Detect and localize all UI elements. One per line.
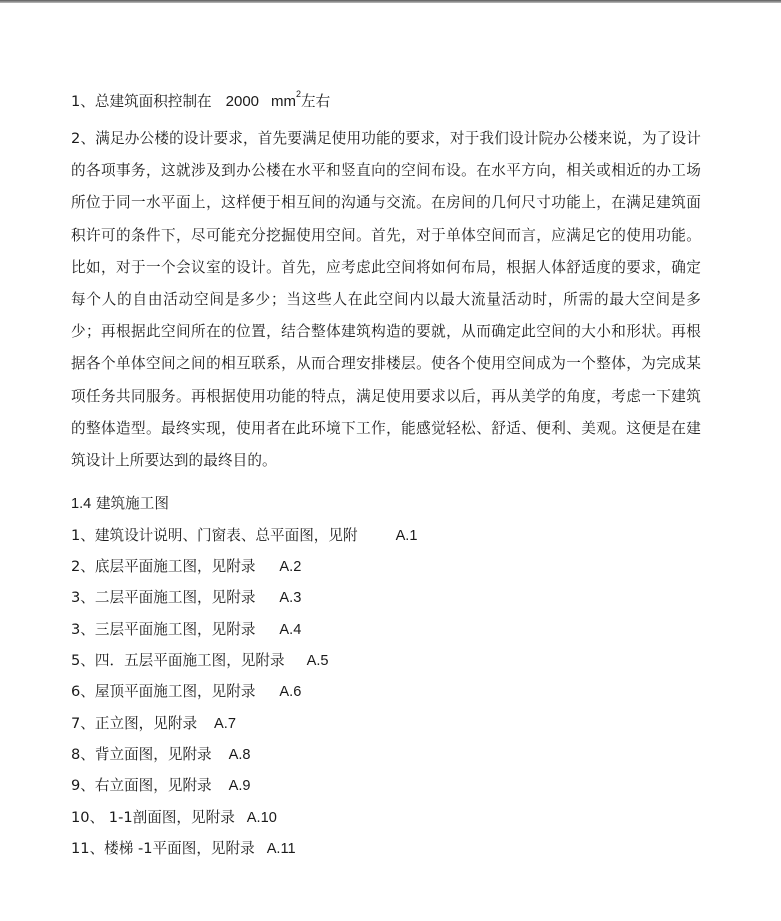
appendix-ref: A.6 xyxy=(279,684,302,701)
design-requirements-paragraph: 2、满足办公楼的设计要求，首先要满足使用功能的要求，对于我们设计院办公楼来说，为了设计的各项事务，这就涉及到办公楼在水平和竖直向的空间布设。在水平方向，相关或相近的办工场所位于同一水平面上，这样便于相互间的沟通与交流。在房间的几何尺寸功能上，在满足建筑面积许可的条件下，尽可能充分挖掘使用空间。首先，对于单体空间而言，应满足它的使用功能。比如，对于一个会议室的设计。首先，应考虑此空间将如何布局，根据人体舒适度的要求，确定每个人的自由活动空间是多少；当这些人在此空间内以最大流量活动时，所需的最大空间是多少；再根据此空间所在的位置，结合整体建筑构造的要就，从而确定此空间的大小和形状。再根据各个单体空间之间的相互联系，从而合理安排楼层。使各个使用空间成为一个整体，为完成某项任务共同服务。再根据使用功能的特点，满足使用要求以后，再从美学的角度，考虑一下建筑的整体造型。最终实现，使用者在此环境下工作，能感觉轻松、舒适、便利、美观。这便是在建筑设计上所要达到的最终目的。 xyxy=(71,130,701,470)
drawing-list xyxy=(71,520,701,864)
list-item xyxy=(71,739,701,770)
list-item xyxy=(71,551,701,582)
list-item xyxy=(71,520,701,551)
list-item xyxy=(71,802,701,833)
section-heading xyxy=(71,492,701,516)
area-requirement-line xyxy=(71,82,701,112)
section-number: 1.4 xyxy=(71,495,92,512)
list-item-text: 3、三层平面施工图，见附录 xyxy=(71,620,256,638)
list-item-text: 3、二层平面施工图，见附录 xyxy=(71,589,256,607)
list-item-text: 7、正立图，见附录 xyxy=(71,714,198,732)
area-suffix: 左右 xyxy=(301,93,331,110)
list-item xyxy=(71,582,701,613)
list-item xyxy=(71,676,701,707)
list-item-text: 5、四．五层平面施工图，见附录 xyxy=(71,652,285,670)
area-unit-base: mm xyxy=(271,93,297,110)
appendix-ref: A.4 xyxy=(279,621,302,638)
appendix-ref: A.5 xyxy=(306,653,329,670)
appendix-ref: A.10 xyxy=(246,809,277,826)
appendix-ref: A.1 xyxy=(395,527,418,544)
list-item-text: 9、右立面图，见附录 xyxy=(71,777,212,795)
document-page xyxy=(71,82,701,864)
area-unit xyxy=(271,89,302,110)
list-item-text: 10、 1-1剖面图，见附录 xyxy=(71,808,235,826)
list-item-text: 2、底层平面施工图，见附录 xyxy=(71,558,256,576)
list-item xyxy=(71,770,701,801)
list-item-text: 11、楼梯 -1平面图，见附录 xyxy=(71,839,255,857)
appendix-ref: A.8 xyxy=(228,746,251,763)
list-item-text: 8、背立面图，见附录 xyxy=(71,745,212,763)
section-title: 建筑施工图 xyxy=(95,494,169,512)
list-item xyxy=(71,614,701,645)
appendix-ref: A.11 xyxy=(266,840,296,857)
area-value: 2000 xyxy=(225,93,260,110)
appendix-ref: A.2 xyxy=(279,559,302,576)
list-item-text: 1、建筑设计说明、门窗表、总平面图，见附 xyxy=(71,526,358,544)
list-item xyxy=(71,708,701,739)
area-requirement-label: 1、总建筑面积控制在 xyxy=(71,93,212,110)
appendix-ref: A.7 xyxy=(214,715,236,732)
list-item xyxy=(71,645,701,676)
area-unit-exponent: 2 xyxy=(296,89,302,99)
top-border xyxy=(0,0,781,3)
appendix-ref: A.3 xyxy=(279,590,302,607)
list-item-text: 6、屋顶平面施工图，见附录 xyxy=(71,683,256,701)
appendix-ref: A.9 xyxy=(228,778,251,795)
list-item xyxy=(71,833,701,864)
